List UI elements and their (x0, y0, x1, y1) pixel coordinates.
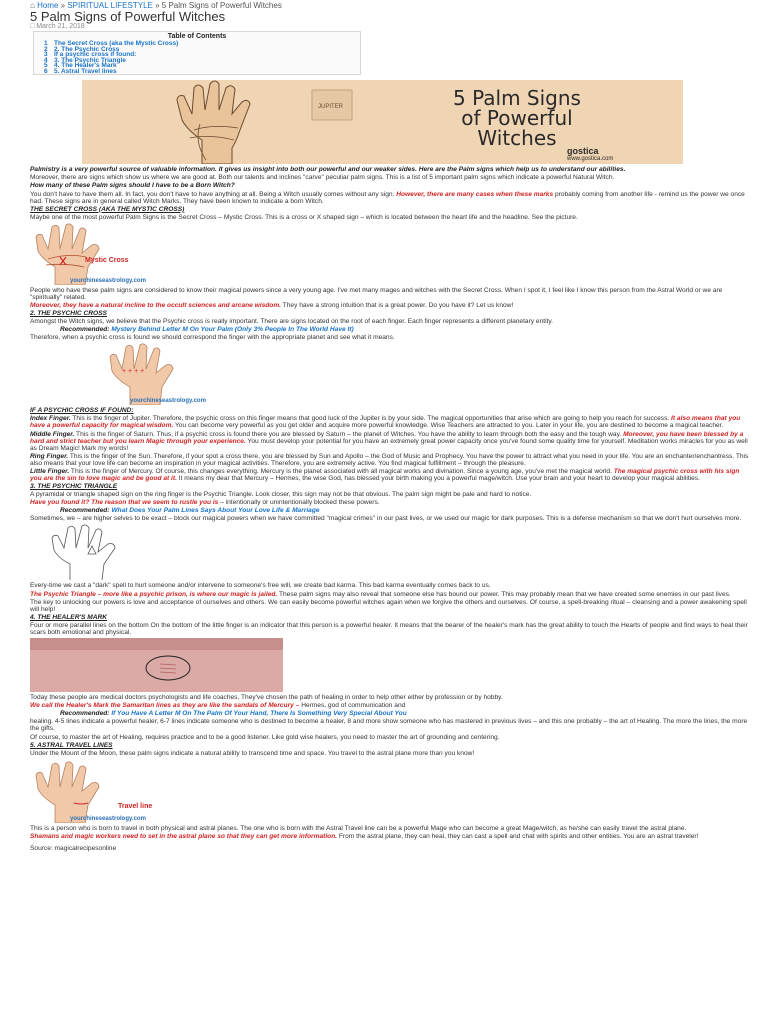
palm-outline-drawing (30, 524, 245, 580)
section-heading-psychic-triangle: 3. THE PSYCHIC TRIANGLE (30, 483, 118, 491)
section-heading-psychic-cross: 2. THE PSYCHIC CROSS (30, 310, 107, 318)
healers-mark-photo (30, 638, 283, 692)
intro-paragraph: Moreover, there are signs which show us where we are good at. Both our talents and inclines "carve" peculiar palm signs. This is a list of 5 important palm signs which indicate a powerful Natural Witch. (30, 174, 615, 182)
section-heading-astral-travel: 5. ASTRAL TRAVEL LINES (30, 741, 113, 749)
toc-item[interactable]: 2 2. The Psychic Cross (44, 45, 120, 53)
section-heading-healers-mark: 4. THE HEALER'S MARK (30, 614, 108, 621)
paragraph: Moreover, they have a natural incline to the occult sciences and arcane wisdom. They have a strong intuition that is a great power. Do you have it? Let us know! (30, 301, 514, 309)
paragraph: Middle Finger. This is the finger of Saturn. Thus, if a psychic cross is found there you are blessed by Saturn – the planet of Witches. You have the ability to learn through both the easy and the tough way. Moreover, you have been blessed by a hard and strict teacher but you learn Magic through your experience. You must develop your potential for you have an extremely great power capacity once you've found some quality time for yourself. Meditation works miracles for you as well as Dream Magic! Mark my words! (30, 430, 748, 452)
mystic-cross-palm-image (30, 223, 245, 285)
toc-item[interactable]: 3 If a psychic cross if found: (44, 51, 137, 59)
paragraph: healing. 4-5 lines indicate a powerful healer, 6-7 lines indicate someone who is destined to become a healer, 8 and more show someone who has mastered in previous lives – and this one probably – the art of Healing. The more the lines, the more the gifts. (30, 718, 748, 733)
recommended-link[interactable]: If You Have A Letter M On The Palm Of Your Hand, There Is Something Very Special About You (111, 710, 407, 718)
breadcrumb-current: 5 Palm Signs of Powerful Witches (161, 1, 282, 10)
astral-travel-palm-image (30, 759, 245, 823)
paragraph: Index Finger. This is the finger of Jupiter. Therefore, the psychic cross on this finger means that good luck of the Jupiter is by your side. The magical opportunities that arise which are going to help you reach for success. It also means that you have a powerful capacity for magical wisdom. You can become very powerful as you get older and acquire more powerful knowledge. Wise Teachers are attracted to you. Later in your life, you are destined to become a magical teacher. (30, 415, 741, 430)
banner-site-watermark: gostica www.gostica.com (567, 146, 614, 162)
recommended-link-block: Recommended: If You Have A Letter M On The Palm Of Your Hand, There Is Something Very Special About You (60, 710, 407, 718)
paragraph: The Psychic Triangle – more like a psychic prison, is where our magic is jailed. These palm signs may also reveal that someone else has bound our power. This may probably mean that we have created some enemies in our past lives. (30, 590, 731, 598)
paragraph: Little Finger. This is the finger of Mercury. Of course, this changes everything. Mercury is the planet associated with all magical works and divination. Since a young age, you've met the magical world. The magical psychic cross with his sign you are the sin to love magic and be good at it. It means my dear that Mercury – Hermes, the wise God, has blessed your birth making you a powerful mage/witch. Use your brain and your heart to develop your magical abilities. (30, 467, 740, 482)
breadcrumb-category[interactable]: SPIRITUAL LIFESTYLE (67, 1, 153, 10)
breadcrumb-separator: » (155, 1, 160, 10)
paragraph: Four or more parallel lines on the bottom On the bottom of the little finger is an indicator that this person is a powerful healer. It means that the bearer of the healer's mark has the great ability to touch the Hearts of people and find ways to heal their scars both emotional and physical. (30, 622, 748, 636)
image-source: yourchineseastrology.com (70, 815, 146, 822)
image-source: yourchineseastrology.com (70, 277, 146, 284)
image-label: Mystic Cross (85, 256, 129, 264)
recommended-link[interactable]: What Does Your Palm Lines Says About Your Love Life & Marriage (111, 507, 320, 515)
paragraph: This is a person who is born to travel in both physical and astral planes. The one who is born with the Astral Travel line can be a powerful Mage who can become a great Mage/witch, as he/she can easily travel the astral plane. (30, 824, 687, 832)
toc-item[interactable]: 6 5. Astral Travel lines (44, 67, 117, 75)
page-title: 5 Palm Signs of Powerful Witches (30, 9, 226, 24)
source-credit: Source: magicalrecipesonline (30, 844, 117, 852)
breadcrumb-home[interactable]: Home (37, 1, 59, 10)
calendar-icon: □ (30, 23, 35, 30)
paragraph: Under the Mount of the Moon, these palm signs indicate a natural ability to transcend time and space. You travel to the astral plane more than you know! (30, 749, 475, 757)
paragraph: Sometimes, we – are higher selves to be exact – block our magical powers when we have committed "magical crimes" in our past lives, or we used our magic for dark purposes. This is a defense mechanism so that we don't hurt ourselves more. (30, 515, 742, 523)
paragraph: We call the Healer's Mark the Samaritan lines as they are like the sandals of Mercury – Hermes, god of communication and (30, 702, 406, 710)
paragraph: A pyramidal or triangle shaped sign on the ring finger is the Psychic Triangle. Look closer, this sign may not be that obvious. The palm sign might be pale and hard to notice. (30, 491, 532, 499)
intro-question: How many of these Palm signs should I have to be a Born Witch? (30, 182, 235, 190)
recommended-link[interactable]: Mystery Behind Letter M On Your Palm (Only 3% People In The World Have It) (111, 326, 354, 334)
image-source: yourchineseastrology.com (130, 398, 206, 405)
paragraph: Amongst the Witch signs, we believe that the Psychic cross is really important. There are signs located on the root of each finger. Each finger represents a different planetary entity. (30, 318, 554, 326)
image-label: Travel line (118, 802, 153, 810)
paragraph: Have you found it? The reason that we seem to rustle you is – intentionally or unintentionally blocked these powers. (30, 499, 380, 507)
paragraph: Shamans and magic workers need to set in the astral plane so that they can get more information. From the astral plane, they can heal, they can cast a spell and chat with spirits and other entities. You are an astral traveler! (30, 832, 699, 840)
post-date (30, 23, 85, 30)
svg-text:JUPITER: JUPITER (318, 104, 344, 110)
paragraph: People who have these palm signs are considered to know their magical powers since a very young age. I've met many mages and witches with the Secret Cross. When I spot it, I feel like I know this person from the Astral World or we are "spiritually" related. (30, 286, 723, 301)
article-body (30, 166, 752, 853)
paragraph: The key to unlocking our powers is love and acceptance of ourselves and others. We can easily become powerful witches again when we forgive the others and ourselves. Of course, a spell-breaking ritual – cleansing and a power awakening spell will help! (30, 598, 747, 613)
palm-hand-drawing (30, 343, 245, 405)
featured-banner-image (82, 80, 683, 164)
toc-item[interactable]: 4 3. The Psychic Triangle (44, 56, 126, 64)
section-heading-secret-cross: THE SECRET CROSS (AKA THE MYSTIC CROSS) (30, 205, 185, 213)
recommended-link-block: Recommended: What Does Your Palm Lines Says About Your Love Life & Marriage (60, 507, 320, 515)
palm-skin-photo (30, 638, 283, 692)
intro-lead: Palmistry is a very powerful source of valuable information. It gives us insight into both our powerful and our weaker sides. Here are the Palm signs which help us to understand our abilities. (30, 166, 626, 173)
paragraph: Therefore, when a psychic cross is found we should correspond the finger with the appropriate planet and see what it means. (30, 334, 395, 342)
table-of-contents (33, 31, 361, 75)
paragraph: Maybe one of the most powerful Palm Signs is the Secret Cross – Mystic Cross. This is a cross or X shaped sign – which is located between the heart life and the headline. See the picture. (30, 213, 578, 221)
home-icon[interactable]: ⌂ (30, 1, 35, 10)
paragraph: Ring Finger. This is the finger of the Sun. Therefore, if your spot a cross there, you are blessed by Sun and Apollo – the God of Music and Prophecy. You have the power to attract what you need in your life. You are an enchanter/enchantress. This also means that your love life can become an inspiration in your magical activities. Therefore, you are extremely active. You find magical fulfillment – through the pleasure. (30, 452, 749, 467)
palm-hand-drawing (30, 223, 245, 285)
intro-paragraph: You don't have to have them all. In fact, you don't have to have anything at all. Being a Witch usually comes without any sign. However, there are many cases when these marks probably coming from another life - remind us the power we once had. These signs are in general called Witch Marks. They have been known to indicate a born Witch. (30, 190, 745, 205)
palm-hand-drawing (30, 759, 245, 823)
psychic-cross-palm-image (30, 343, 245, 405)
paragraph: Every-time we cast a "dark" spell to hurt someone and/or intervene to someone's free will, we create bad karma. This bad karma eventually comes back to us. (30, 582, 491, 590)
breadcrumb-separator: » (60, 1, 66, 10)
psychic-triangle-palm-image (30, 524, 245, 580)
toc-item[interactable]: 5 4. The Healer's Mark (44, 62, 117, 70)
toc-title: Table of Contents (167, 33, 227, 40)
paragraph: Of course, to master the art of Healing, requires practice and to be a good listener. Like gold wise healers, you need to master the art of grounding and centering. (30, 733, 500, 741)
svg-text:+ + + +: + + + + (122, 368, 145, 376)
post-date-text: March 21, 2018 (36, 23, 85, 30)
recommended-link-block: Recommended: Mystery Behind Letter M On Your Palm (Only 3% People In The World Have It) (60, 326, 354, 334)
banner-title: 5 Palm Signs of Powerful Witches (453, 86, 581, 150)
paragraph: Today these people are medical doctors psychologists and life coaches. They've chosen the path of healing in order to help other either by profession or by hobby. (30, 694, 503, 701)
section-heading-if-found: IF A PSYCHIC CROSS IF FOUND: (30, 407, 134, 415)
toc-item[interactable]: 1 The Secret Cross (aka the Mystic Cross) (44, 40, 179, 47)
